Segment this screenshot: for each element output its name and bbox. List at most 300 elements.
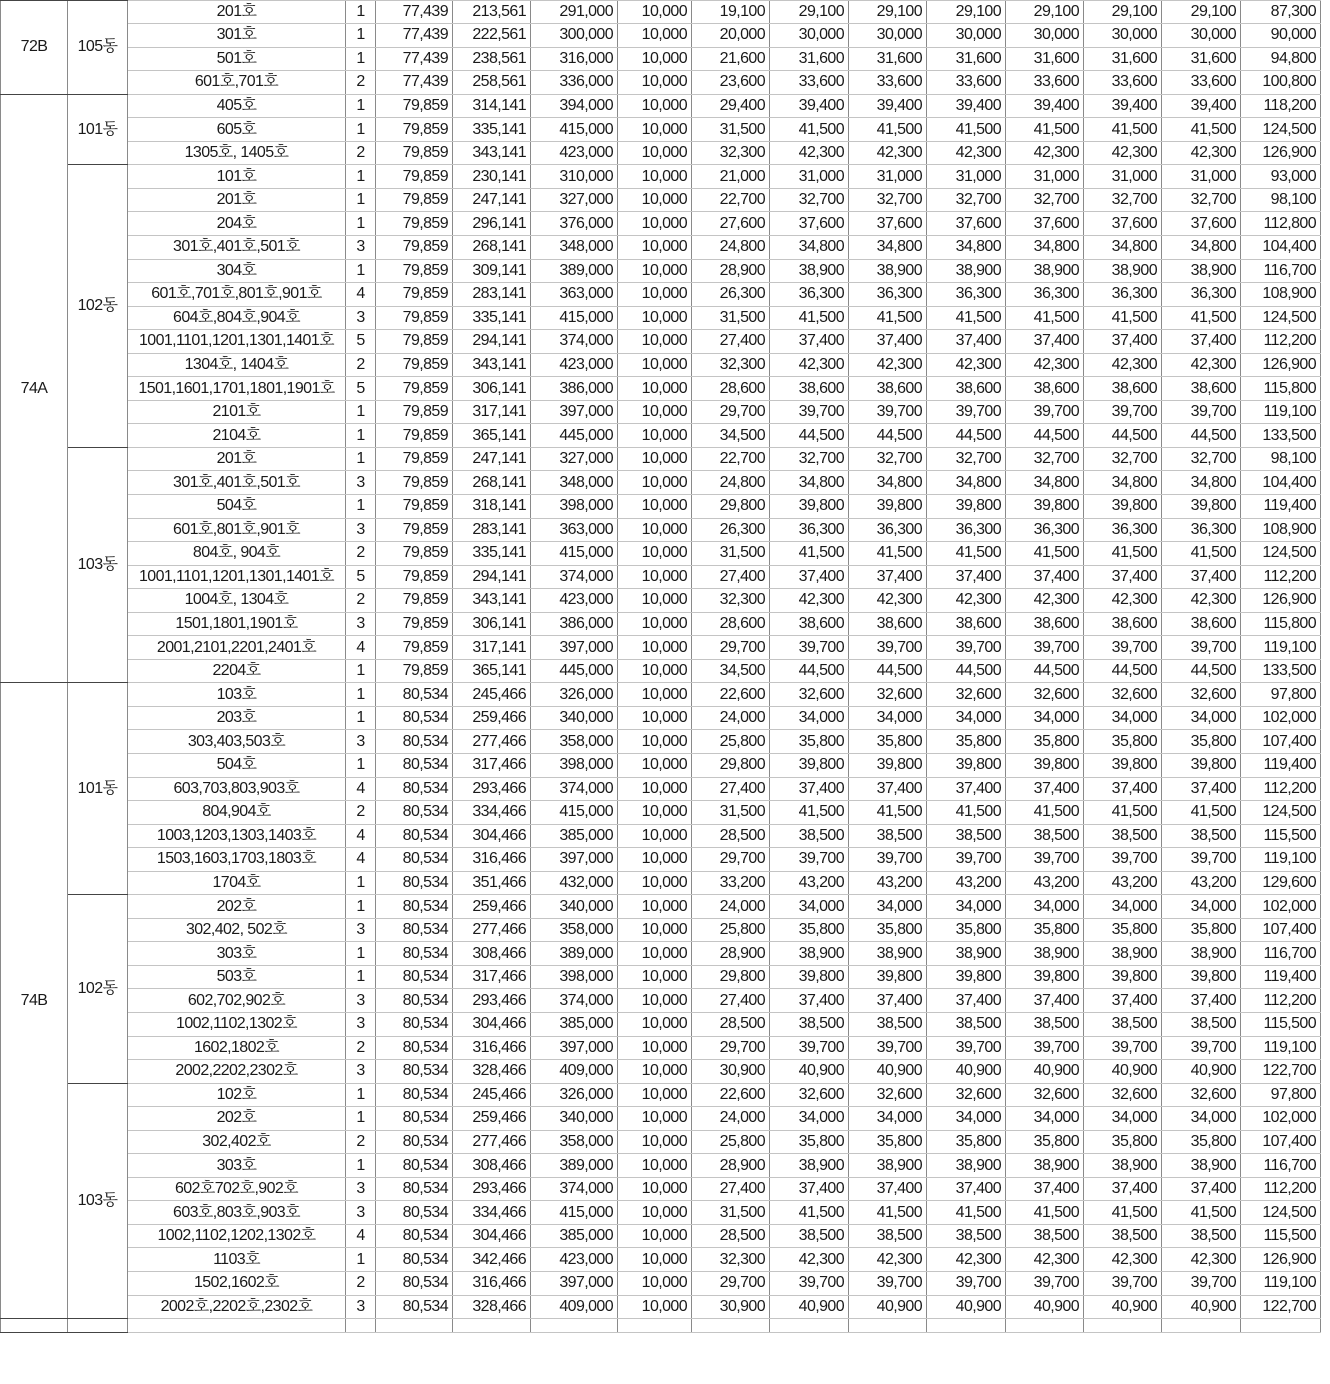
price-value-cell: 34,000 [849,895,927,919]
price-value-cell: 79,859 [376,494,453,518]
price-value-cell: 80,534 [376,683,453,707]
price-value-cell: 80,534 [376,895,453,919]
price-value-cell: 10,000 [618,165,692,189]
price-value-cell: 277,466 [453,730,531,754]
price-value-cell: 41,500 [1084,801,1162,825]
price-value-cell: 39,800 [927,754,1006,778]
unit-number-cell: 501호 [128,47,346,71]
price-value-cell: 34,000 [1084,1107,1162,1131]
price-value-cell: 79,859 [376,235,453,259]
unit-count-cell: 5 [346,330,376,354]
price-value-cell: 35,800 [1006,1130,1084,1154]
price-value-cell: 39,400 [1162,94,1241,118]
table-row [1,1154,1321,1178]
price-value-cell: 21,000 [692,165,770,189]
price-value-cell: 29,700 [692,1272,770,1296]
price-value-cell: 39,700 [1084,636,1162,660]
price-value-cell: 389,000 [531,942,618,966]
price-value-cell: 90,000 [1241,24,1321,48]
price-value-cell: 294,141 [453,330,531,354]
price-value-cell: 397,000 [531,636,618,660]
price-value-cell: 39,400 [1006,94,1084,118]
price-value-cell: 24,800 [692,471,770,495]
price-value-cell: 79,859 [376,447,453,471]
price-value-cell: 20,000 [692,24,770,48]
price-value-cell: 397,000 [531,848,618,872]
unit-number-cell: 1001,1101,1201,1301,1401호 [128,330,346,354]
price-value-cell: 304,466 [453,1013,531,1037]
table-row [1,471,1321,495]
price-value-cell: 10,000 [618,212,692,236]
price-value-cell: 41,500 [849,306,927,330]
price-value-cell: 39,800 [1162,754,1241,778]
unit-number-cell: 1602,1802호 [128,1036,346,1060]
price-value-cell: 38,900 [849,942,927,966]
price-value-cell: 37,600 [1006,212,1084,236]
price-value-cell: 79,859 [376,188,453,212]
price-value-cell: 415,000 [531,542,618,566]
table-row [1,283,1321,307]
unit-number-cell: 302,402호 [128,1130,346,1154]
price-value-cell: 41,500 [770,118,849,142]
unit-count-cell: 1 [346,895,376,919]
price-value-cell: 38,600 [849,612,927,636]
price-value-cell: 44,500 [1084,659,1162,683]
price-value-cell: 29,100 [927,0,1006,24]
price-value-cell: 79,859 [376,306,453,330]
price-value-cell: 34,000 [1162,1107,1241,1131]
price-value-cell: 10,000 [618,1272,692,1296]
price-value-cell: 10,000 [618,118,692,142]
unit-number-cell: 2002,2202,2302호 [128,1060,346,1084]
price-value-cell: 34,800 [770,235,849,259]
price-value-cell: 32,600 [927,683,1006,707]
price-value-cell: 41,500 [1162,801,1241,825]
price-value-cell: 34,000 [1084,706,1162,730]
price-value-cell: 42,300 [770,1248,849,1272]
price-value-cell: 10,000 [618,659,692,683]
price-value-cell: 35,800 [1084,730,1162,754]
table-row [1,824,1321,848]
price-value-cell: 10,000 [618,1036,692,1060]
price-value-cell: 40,900 [849,1060,927,1084]
price-value-cell: 41,500 [1006,801,1084,825]
price-value-cell: 42,300 [1006,353,1084,377]
price-value-cell: 358,000 [531,1130,618,1154]
unit-count-cell: 4 [346,777,376,801]
price-value-cell: 39,700 [1084,1036,1162,1060]
unit-count-cell: 4 [346,824,376,848]
price-value-cell: 44,500 [849,659,927,683]
price-value-cell: 79,859 [376,612,453,636]
price-value-cell: 35,800 [927,918,1006,942]
table-row [1,1060,1321,1084]
table-row [1,589,1321,613]
price-value-cell: 102,000 [1241,1107,1321,1131]
price-value-cell: 334,466 [453,1201,531,1225]
price-value-cell: 44,500 [1006,659,1084,683]
price-value-cell: 374,000 [531,1177,618,1201]
price-value-cell: 38,900 [770,259,849,283]
price-value-cell: 40,900 [770,1295,849,1319]
price-value-cell: 38,600 [849,377,927,401]
table-row [1,777,1321,801]
unit-count-cell: 2 [346,1272,376,1296]
price-value-cell: 317,141 [453,400,531,424]
price-value-cell: 126,900 [1241,141,1321,165]
price-value-cell: 80,534 [376,1248,453,1272]
price-value-cell: 42,300 [1006,141,1084,165]
price-value-cell: 38,900 [770,1154,849,1178]
price-value-cell: 41,500 [1006,306,1084,330]
price-value-cell: 39,800 [770,494,849,518]
price-value-cell: 398,000 [531,494,618,518]
price-value-cell: 398,000 [531,965,618,989]
price-value-cell: 41,500 [849,801,927,825]
price-value-cell: 35,800 [1162,1130,1241,1154]
price-value-cell: 36,300 [849,518,927,542]
price-value-cell: 80,534 [376,754,453,778]
price-value-cell: 10,000 [618,400,692,424]
price-value-cell: 119,100 [1241,400,1321,424]
price-value-cell: 42,300 [927,1248,1006,1272]
price-value-cell: 10,000 [618,1107,692,1131]
price-value-cell: 36,300 [927,518,1006,542]
price-value-cell: 409,000 [531,1295,618,1319]
price-value-cell: 87,300 [1241,0,1321,24]
price-value-cell: 108,900 [1241,283,1321,307]
price-value-cell: 37,600 [1162,212,1241,236]
price-value-cell: 77,439 [376,71,453,95]
unit-type-cell: 72B [1,0,68,94]
price-value-cell: 40,900 [1084,1295,1162,1319]
price-value-cell: 32,600 [1084,1083,1162,1107]
unit-count-cell: 5 [346,377,376,401]
price-value-cell: 42,300 [927,353,1006,377]
unit-number-cell: 202호 [128,1107,346,1131]
price-value-cell: 10,000 [618,447,692,471]
price-value-cell: 39,400 [770,94,849,118]
price-value-cell: 37,400 [1162,330,1241,354]
price-value-cell: 348,000 [531,471,618,495]
price-value-cell: 41,500 [1084,306,1162,330]
price-value-cell: 38,900 [927,1154,1006,1178]
table-row [1,1130,1321,1154]
price-value-cell: 32,300 [692,141,770,165]
price-value-cell: 30,000 [1084,24,1162,48]
price-value-cell: 38,900 [849,1154,927,1178]
price-value-cell: 37,600 [927,212,1006,236]
price-value-cell: 10,000 [618,1295,692,1319]
price-value-cell: 10,000 [618,918,692,942]
price-value-cell: 37,600 [1084,212,1162,236]
price-value-cell: 35,800 [770,730,849,754]
price-value-cell: 10,000 [618,235,692,259]
price-value-cell: 34,000 [1006,1107,1084,1131]
price-value-cell: 34,800 [770,471,849,495]
price-value-cell: 39,700 [770,1272,849,1296]
table-row [1,518,1321,542]
table-row [1,47,1321,71]
price-value-cell: 40,900 [1006,1060,1084,1084]
price-value-cell: 10,000 [618,47,692,71]
price-value-cell: 385,000 [531,1224,618,1248]
price-value-cell: 39,800 [927,494,1006,518]
price-value-cell: 38,600 [770,377,849,401]
building-cell: 103동 [68,1083,128,1318]
price-value-cell: 10,000 [618,188,692,212]
unit-number-cell: 103호 [128,683,346,707]
price-value-cell: 10,000 [618,24,692,48]
price-value-cell: 296,141 [453,212,531,236]
price-value-cell: 112,200 [1241,330,1321,354]
unit-type-cell: 74B [1,683,68,1319]
price-value-cell: 39,700 [1162,1036,1241,1060]
price-value-cell: 34,000 [849,1107,927,1131]
price-value-cell: 37,400 [927,1177,1006,1201]
price-value-cell: 343,141 [453,353,531,377]
price-value-cell: 29,700 [692,1036,770,1060]
price-value-cell: 32,700 [1162,188,1241,212]
price-value-cell: 80,534 [376,1177,453,1201]
price-value-cell: 37,400 [1006,1177,1084,1201]
price-value-cell: 10,000 [618,377,692,401]
price-value-cell: 36,300 [770,518,849,542]
table-row [1,1272,1321,1296]
price-value-cell: 27,400 [692,330,770,354]
price-value-cell: 317,466 [453,754,531,778]
price-value-cell: 37,400 [1006,989,1084,1013]
price-value-cell: 39,700 [849,848,927,872]
price-value-cell: 80,534 [376,777,453,801]
price-value-cell: 34,000 [1006,895,1084,919]
unit-number-cell: 203호 [128,706,346,730]
price-value-cell: 34,800 [927,235,1006,259]
unit-count-cell: 2 [346,1130,376,1154]
unit-count-cell: 3 [346,235,376,259]
unit-number-cell: 101호 [128,165,346,189]
price-value-cell: 126,900 [1241,1248,1321,1272]
price-value-cell: 31,500 [692,1201,770,1225]
unit-number-cell: 1502,1602호 [128,1272,346,1296]
price-value-cell: 291,000 [531,0,618,24]
price-value-cell: 37,400 [770,777,849,801]
price-value-cell: 42,300 [1162,353,1241,377]
price-value-cell: 32,600 [1006,683,1084,707]
price-value-cell: 41,500 [849,118,927,142]
price-value-cell: 42,300 [1084,353,1162,377]
price-value-cell: 35,800 [1006,730,1084,754]
price-value-cell: 32,700 [1162,447,1241,471]
price-value-cell: 34,000 [770,706,849,730]
price-value-cell: 34,000 [770,895,849,919]
unit-count-cell: 1 [346,1083,376,1107]
price-value-cell: 44,500 [1162,659,1241,683]
price-value-cell: 27,400 [692,565,770,589]
price-value-cell: 32,700 [1006,447,1084,471]
price-value-cell: 283,141 [453,518,531,542]
price-value-cell: 34,800 [1084,471,1162,495]
price-value-cell: 308,466 [453,1154,531,1178]
unit-number-cell: 303호 [128,1154,346,1178]
price-value-cell: 342,466 [453,1248,531,1272]
price-value-cell: 306,141 [453,377,531,401]
table-row [1,353,1321,377]
price-value-cell: 30,000 [849,24,927,48]
price-value-cell: 386,000 [531,612,618,636]
price-value-cell: 10,000 [618,989,692,1013]
price-value-cell: 38,500 [1162,824,1241,848]
price-value-cell: 358,000 [531,730,618,754]
price-value-cell: 32,700 [927,447,1006,471]
price-value-cell: 31,600 [1084,47,1162,71]
price-value-cell: 310,000 [531,165,618,189]
price-value-cell: 77,439 [376,0,453,24]
unit-number-cell: 301호,401호,501호 [128,471,346,495]
price-value-cell: 37,400 [927,330,1006,354]
price-value-cell: 122,700 [1241,1060,1321,1084]
table-row [1,188,1321,212]
price-value-cell: 33,200 [692,871,770,895]
price-value-cell: 34,000 [927,895,1006,919]
unit-number-cell: 1704호 [128,871,346,895]
price-value-cell: 36,300 [1006,283,1084,307]
price-value-cell: 38,500 [1006,1013,1084,1037]
price-value-cell: 358,000 [531,918,618,942]
price-value-cell: 38,500 [927,1224,1006,1248]
price-value-cell: 39,700 [770,400,849,424]
price-value-cell: 37,400 [1084,777,1162,801]
unit-number-cell: 405호 [128,94,346,118]
price-value-cell: 34,000 [1162,895,1241,919]
price-value-cell: 38,600 [927,612,1006,636]
price-value-cell: 10,000 [618,353,692,377]
price-value-cell: 25,800 [692,918,770,942]
price-value-cell: 39,700 [927,400,1006,424]
price-value-cell: 343,141 [453,141,531,165]
price-value-cell: 34,800 [1006,471,1084,495]
table-row [1,141,1321,165]
price-value-cell: 40,900 [1162,1295,1241,1319]
price-value-cell: 38,900 [927,942,1006,966]
price-value-cell: 38,900 [1162,942,1241,966]
price-value-cell: 300,000 [531,24,618,48]
price-value-cell: 415,000 [531,306,618,330]
price-value-cell: 39,700 [1006,636,1084,660]
price-value-cell: 38,600 [927,377,1006,401]
price-value-cell: 38,900 [927,259,1006,283]
price-value-cell: 31,500 [692,801,770,825]
price-value-cell: 39,800 [1162,965,1241,989]
price-value-cell: 32,700 [849,447,927,471]
price-value-cell: 79,859 [376,518,453,542]
unit-number-cell: 1004호, 1304호 [128,589,346,613]
price-value-cell: 10,000 [618,683,692,707]
price-value-cell: 394,000 [531,94,618,118]
price-value-cell: 112,800 [1241,212,1321,236]
unit-count-cell: 1 [346,965,376,989]
unit-number-cell: 1305호, 1405호 [128,141,346,165]
price-value-cell: 40,900 [927,1060,1006,1084]
unit-count-cell: 3 [346,1295,376,1319]
price-value-cell: 39,800 [849,754,927,778]
price-value-cell: 79,859 [376,165,453,189]
price-value-cell: 79,859 [376,141,453,165]
price-value-cell: 30,000 [770,24,849,48]
price-value-cell: 34,800 [927,471,1006,495]
price-value-cell: 80,534 [376,1013,453,1037]
price-value-cell: 31,600 [849,47,927,71]
price-value-cell: 10,000 [618,1248,692,1272]
price-value-cell: 42,300 [849,1248,927,1272]
price-value-cell: 41,500 [770,542,849,566]
price-value-cell: 41,500 [1162,306,1241,330]
price-value-cell: 40,900 [927,1295,1006,1319]
unit-number-cell: 2002호,2202호,2302호 [128,1295,346,1319]
price-value-cell: 80,534 [376,848,453,872]
price-value-cell: 102,000 [1241,895,1321,919]
price-value-cell: 119,100 [1241,1272,1321,1296]
price-value-cell: 222,561 [453,24,531,48]
price-value-cell: 41,500 [770,1201,849,1225]
price-value-cell: 31,000 [1006,165,1084,189]
price-value-cell: 32,600 [770,683,849,707]
price-value-cell: 29,800 [692,754,770,778]
table-row [1,377,1321,401]
price-value-cell: 38,900 [1084,942,1162,966]
price-value-cell: 37,400 [927,777,1006,801]
price-value-cell: 80,534 [376,1154,453,1178]
table-row [1,754,1321,778]
price-value-cell: 80,534 [376,989,453,1013]
price-value-cell: 36,300 [1162,518,1241,542]
price-value-cell: 42,300 [770,141,849,165]
price-value-cell: 38,600 [1162,612,1241,636]
price-value-cell: 80,534 [376,1130,453,1154]
price-value-cell: 38,900 [1162,259,1241,283]
price-value-cell: 35,800 [1006,918,1084,942]
unit-number-cell: 1103호 [128,1248,346,1272]
unit-count-cell: 1 [346,1248,376,1272]
price-value-cell: 80,534 [376,1224,453,1248]
price-value-cell: 42,300 [927,589,1006,613]
price-value-cell: 115,500 [1241,1013,1321,1037]
table-row [1,71,1321,95]
price-value-cell: 41,500 [927,801,1006,825]
price-value-cell: 34,000 [1084,895,1162,919]
price-value-cell: 41,500 [1006,118,1084,142]
price-value-cell: 268,141 [453,471,531,495]
price-value-cell: 119,400 [1241,494,1321,518]
price-value-cell: 31,500 [692,118,770,142]
building-cell: 102동 [68,165,128,448]
table-row [1,565,1321,589]
price-value-cell: 213,561 [453,0,531,24]
table-row [1,871,1321,895]
unit-number-cell: 1503,1603,1703,1803호 [128,848,346,872]
unit-count-cell: 1 [346,24,376,48]
price-value-cell: 42,300 [770,589,849,613]
price-value-cell: 79,859 [376,424,453,448]
price-value-cell: 335,141 [453,118,531,142]
price-value-cell: 37,400 [1162,777,1241,801]
price-value-cell: 423,000 [531,1248,618,1272]
price-value-cell: 39,800 [1084,754,1162,778]
unit-count-cell: 1 [346,94,376,118]
price-value-cell: 39,700 [927,848,1006,872]
price-value-cell: 43,200 [770,871,849,895]
unit-number-cell: 2204호 [128,659,346,683]
